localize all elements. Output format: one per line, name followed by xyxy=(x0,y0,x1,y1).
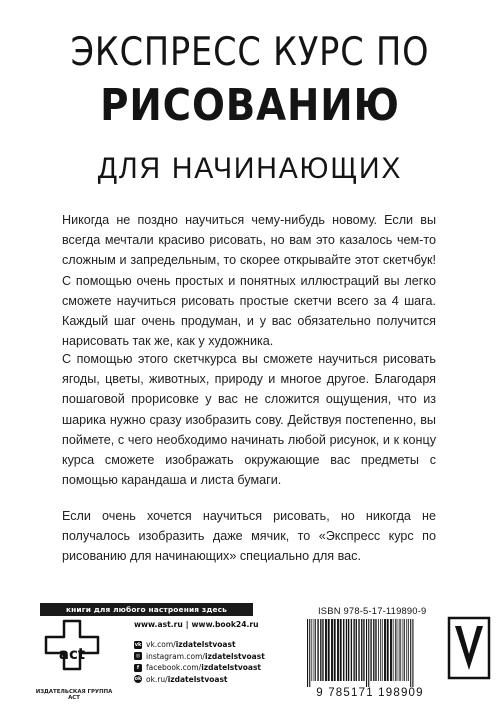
barcode-bar xyxy=(343,619,344,681)
instagram-icon: ◎ xyxy=(135,653,141,660)
barcode-bar xyxy=(403,619,404,681)
website-separator: | xyxy=(185,620,189,629)
description-paragraph-3: Если очень хочется научиться рисовать, но никогда не получалось изобразить даже мячик, то «Экспресс курс по рисованию для начинающих» специально для вас. xyxy=(62,509,436,564)
description-paragraph-2: С помощью этого скетчкурса вы сможете научиться рисовать ягоды, цветы, животных, природу и многое другое. Благодаря пошаговой прорисовке у вас не сложится ощущения, что из шарика нужно сразу изобразить сову. Действуя постепенно, вы поймете, с чего необходимо начинать любой рисунок, и к концу курса сможете изображать окружающие вас предметы с помощью карандаша и листа бумаги. xyxy=(62,352,436,488)
barcode-bar xyxy=(382,619,383,681)
ast-logo-text: act xyxy=(58,645,86,663)
description-paragraph-1: Никогда не поздно научиться чему-нибудь новому. Если вы всегда мечтали красиво рисовать, но вам это казалось чем-то сложным и запредельным, то скорее открывайте этот скетчбук! С помощью очень простых и понятных иллюстраций вы легко сможете научиться рисовать простые скетчи всего за 4 шага. Каждый шаг очень продуман, и у вас обязательно получится нарисовать так же, как у художника. xyxy=(62,213,436,349)
title-line-1: ЭКСПРЕСС КУРС ПО xyxy=(70,30,430,75)
social-handle: izdatelstvoast xyxy=(175,640,236,650)
social-handle: izdatelstvoast xyxy=(204,651,265,661)
barcode-bar xyxy=(356,619,357,681)
barcode-bar xyxy=(334,619,336,681)
barcode-bar xyxy=(337,619,339,681)
barcode-bar xyxy=(358,619,359,681)
odnoklassniki-icon: ok xyxy=(134,676,142,683)
barcode-bar xyxy=(378,619,379,681)
title-line-2: РИСОВАНИЮ xyxy=(100,80,400,131)
barcode-bar xyxy=(320,619,321,681)
isbn-label: ISBN 978-5-17-119890-9 xyxy=(318,605,427,616)
social-links xyxy=(134,639,265,685)
barcode-bar xyxy=(397,619,398,681)
social-prefix: facebook.com/ xyxy=(146,663,202,673)
social-link-instagram[interactable] xyxy=(134,651,265,663)
website-book24[interactable]: www.book24.ru xyxy=(191,620,259,629)
social-link-facebook[interactable] xyxy=(134,662,265,674)
social-handle: izdatelstvoast xyxy=(167,674,228,684)
barcode-bar xyxy=(387,619,389,681)
barcode-bar xyxy=(368,619,369,687)
barcode-bar xyxy=(346,619,347,681)
barcode-bar xyxy=(375,619,376,681)
vk-icon: vk xyxy=(134,641,142,648)
barcode-bar xyxy=(351,619,352,681)
barcode-bar xyxy=(412,619,413,687)
barcode-bar xyxy=(390,619,392,681)
barcode-bar xyxy=(380,619,381,681)
title-line-3: ДЛЯ НАЧИНАЮЩИХ xyxy=(97,152,403,185)
barcode xyxy=(299,619,441,698)
barcode-bar xyxy=(348,619,349,681)
barcode-bar xyxy=(400,619,401,681)
barcode-bar xyxy=(311,619,312,681)
barcode-bar xyxy=(361,619,362,681)
website-ast[interactable]: www.ast.ru xyxy=(134,620,183,629)
website-links xyxy=(134,620,259,629)
barcode-number: 9 785171 198909 xyxy=(316,687,424,698)
v-brand-logo xyxy=(447,616,491,680)
barcode-bar xyxy=(331,619,333,681)
barcode-bar xyxy=(309,619,310,687)
social-link-odnoklassniki[interactable] xyxy=(134,674,265,686)
facebook-icon: f xyxy=(134,664,142,672)
social-prefix: ok.ru/ xyxy=(146,674,168,684)
barcode-bar xyxy=(393,619,394,681)
tagline-banner: книги для любого настроения здесь xyxy=(40,603,253,616)
social-handle: izdatelstvoast xyxy=(201,663,261,673)
barcode-bar xyxy=(315,619,316,681)
barcode-bar xyxy=(322,619,323,681)
barcode-bar xyxy=(314,619,315,681)
barcode-bar xyxy=(399,619,400,681)
publisher-caption: ИЗДАТЕЛЬСКАЯ ГРУППА АСТ xyxy=(35,689,113,701)
barcode-bar xyxy=(408,619,409,681)
barcode-bar xyxy=(370,619,371,681)
barcode-bar xyxy=(395,619,396,681)
social-prefix: instagram.com/ xyxy=(146,651,205,661)
barcode-bars xyxy=(307,619,413,687)
social-prefix: vk.com/ xyxy=(146,640,176,650)
barcode-bar xyxy=(325,619,327,681)
barcode-bar xyxy=(384,619,386,681)
barcode-bar xyxy=(366,619,367,687)
ast-logo xyxy=(42,619,102,691)
barcode-bar xyxy=(317,619,318,681)
barcode-bar xyxy=(328,619,330,681)
barcode-bar xyxy=(307,619,308,687)
barcode-bar xyxy=(340,619,342,681)
barcode-bar xyxy=(410,619,411,687)
barcode-bar xyxy=(353,619,354,681)
barcode-bar xyxy=(373,619,374,681)
social-link-vk[interactable] xyxy=(134,639,265,651)
barcode-bar xyxy=(363,619,364,681)
barcode-bar xyxy=(406,619,407,681)
barcode-bar xyxy=(404,619,405,681)
